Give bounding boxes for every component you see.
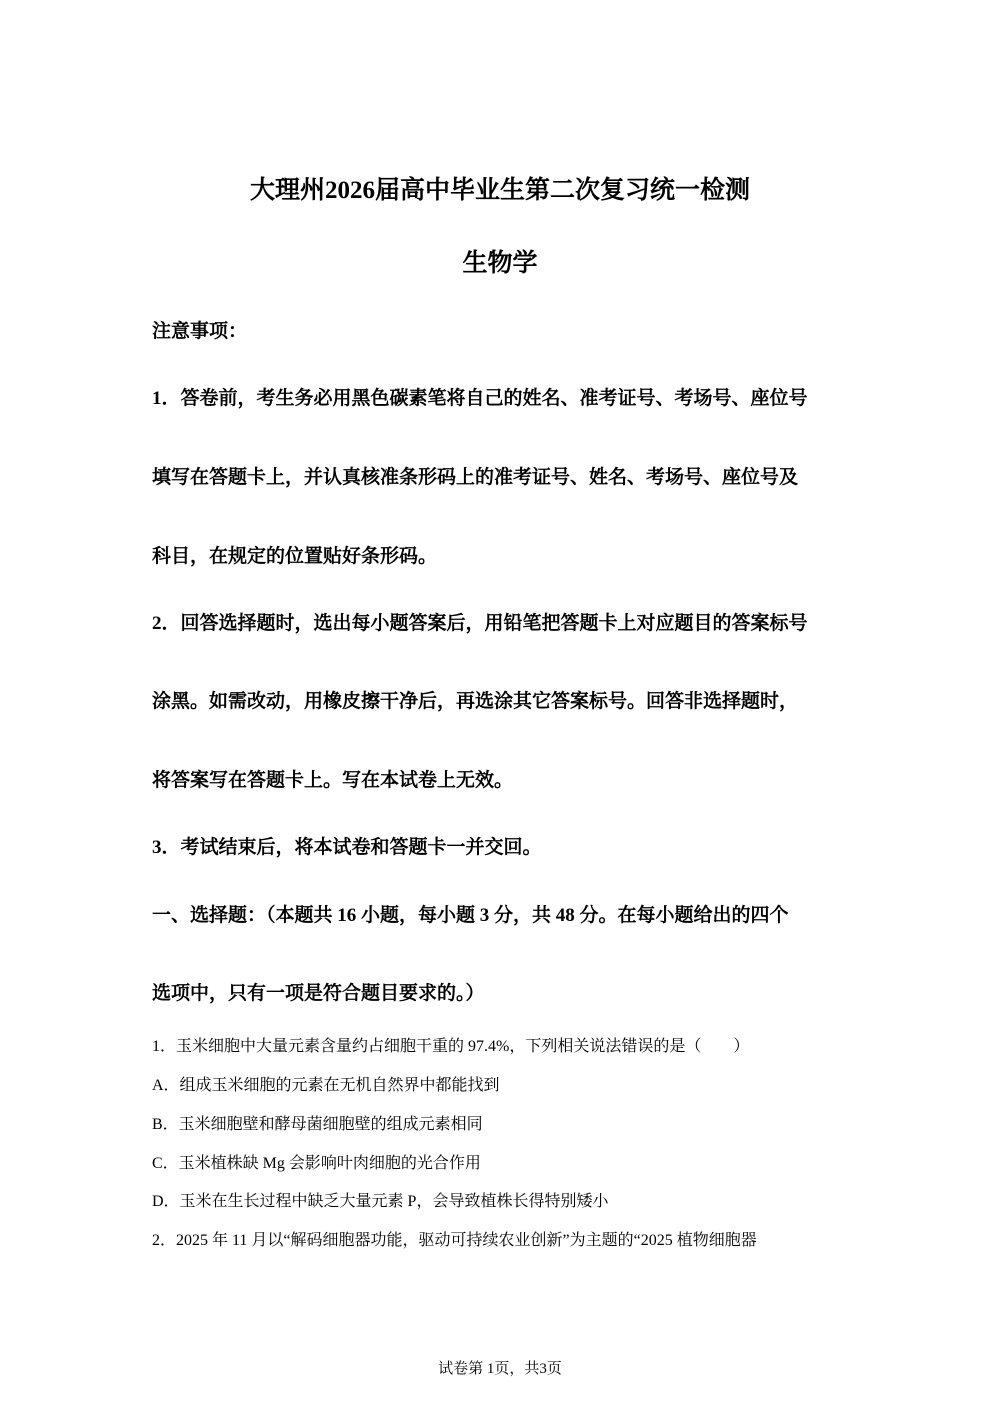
subject-title: 生物学 <box>462 250 538 277</box>
notice-line: 科目，在规定的位置贴好条形码。 <box>152 546 438 567</box>
section-heading: 选项中，只有一项是符合题目要求的。） <box>152 983 485 1004</box>
notice-line: 填写在答题卡上，并认真核准条形码上的准考证号、姓名、考场号、座位号及 <box>152 467 799 488</box>
option-a: A．组成玉米细胞的元素在无机自然界中都能找到 <box>152 1077 500 1094</box>
notice-line: 2．回答选择题时，选出每小题答案后，用铅笔把答题卡上对应题目的答案标号 <box>152 613 808 634</box>
notice-line: 1．答卷前，考生务必用黑色碳素笔将自己的姓名、准考证号、考场号、座位号 <box>152 388 808 409</box>
option-b: B．玉米细胞壁和酵母菌细胞壁的组成元素相同 <box>152 1116 483 1133</box>
option-c: C．玉米植株缺 Mg 会影响叶肉细胞的光合作用 <box>152 1155 481 1172</box>
notice-line: 将答案写在答题卡上。写在本试卷上无效。 <box>152 770 514 791</box>
page-footer: 试卷第 1页，共3页 <box>438 1361 562 1377</box>
option-d: D．玉米在生长过程中缺乏大量元素 P，会导致植株长得特别矮小 <box>152 1193 609 1210</box>
question-text: 1．玉米细胞中大量元素含量约占细胞干重的 97.4%，下列相关说法错误的是（ ） <box>152 1038 750 1055</box>
exam-title: 大理州2026届高中毕业生第二次复习统一检测 <box>249 177 750 204</box>
section-heading: 一、选择题：（本题共 16 小题，每小题 3 分，共 48 分。在每小题给出的四个 <box>152 905 789 926</box>
notice-heading: 注意事项： <box>152 321 248 342</box>
question-text: 2．2025 年 11 月以“解码细胞器功能，驱动可持续农业创新”为主题的“2025 植物细胞器 <box>152 1232 757 1249</box>
notice-line: 3．考试结束后，将本试卷和答题卡一并交回。 <box>152 837 542 858</box>
notice-line: 涂黑。如需改动，用橡皮擦干净后，再选涂其它答案标号。回答非选择题时， <box>152 691 799 712</box>
